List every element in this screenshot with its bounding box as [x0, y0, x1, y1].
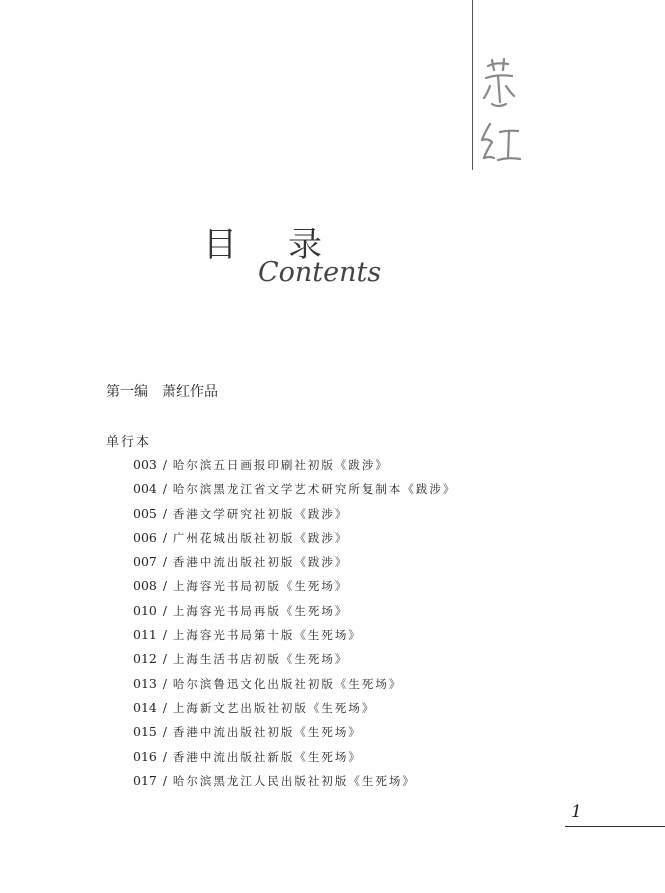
- toc-entry-list: [133, 456, 456, 796]
- toc-entry-page: 017: [133, 772, 157, 788]
- toc-entry[interactable]: 012 / 上海生活书店初版《生死场》: [133, 651, 349, 667]
- toc-entry[interactable]: 015 / 香港中流出版社初版《生死场》: [133, 724, 362, 740]
- toc-entry-title: 上海容光书局初版《生死场》: [172, 579, 349, 594]
- toc-entry-title: 香港中流出版社新版《生死场》: [172, 749, 362, 764]
- toc-entry[interactable]: 014 / 上海新文艺出版社初版《生死场》: [133, 699, 376, 715]
- toc-entry-page: 007: [133, 554, 157, 570]
- toc-entry-page: 005: [133, 505, 157, 521]
- toc-entry-title: 哈尔滨黑龙江省文学艺术研究所复制本《跋涉》: [172, 482, 457, 497]
- subsection-heading: 单行本: [106, 435, 152, 450]
- toc-entry-page: 004: [133, 481, 157, 497]
- toc-entry-title: 香港文学研究社初版《跋涉》: [172, 506, 349, 521]
- toc-entry-page: 011: [133, 627, 157, 643]
- toc-entry[interactable]: 006 / 广州花城出版社初版《跋涉》: [133, 529, 349, 545]
- toc-entry-page: 012: [133, 651, 157, 667]
- title-zh-part1: 目: [203, 225, 239, 265]
- toc-entry[interactable]: 013 / 哈尔滨鲁迅文化出版社初版《生死场》: [133, 675, 403, 691]
- toc-entry-title: 上海生活书店初版《生死场》: [172, 652, 349, 667]
- title-en: Contents: [258, 257, 382, 288]
- toc-entry[interactable]: 016 / 香港中流出版社新版《生死场》: [133, 748, 362, 764]
- toc-entry[interactable]: 010 / 上海容光书局再版《生死场》: [133, 602, 349, 618]
- toc-entry-page: 013: [133, 675, 157, 691]
- toc-entry-title: 上海容光书局第十版《生死场》: [172, 628, 362, 643]
- title-zh-part2: 录: [288, 225, 322, 265]
- toc-entry[interactable]: 005 / 香港文学研究社初版《跋涉》: [133, 505, 349, 521]
- toc-entry-title: 香港中流出版社初版《跋涉》: [172, 555, 349, 570]
- toc-entry-page: 003: [133, 457, 157, 472]
- header-vertical-rule: [472, 0, 473, 170]
- toc-entry-title: 香港中流出版社初版《生死场》: [172, 725, 362, 740]
- toc-entry-page: 014: [133, 699, 157, 715]
- toc-entry[interactable]: 011 / 上海容光书局第十版《生死场》: [133, 627, 362, 643]
- toc-entry-title: 上海新文艺出版社初版《生死场》: [172, 700, 376, 715]
- toc-entry-title: 上海容光书局再版《生死场》: [172, 603, 349, 618]
- toc-entry[interactable]: 003 / 哈尔滨五日画报印刷社初版《跋涉》: [133, 457, 389, 472]
- toc-entry-page: 006: [133, 529, 157, 545]
- page-number: 1: [571, 802, 582, 822]
- toc-entry[interactable]: 004 / 哈尔滨黑龙江省文学艺术研究所复制本《跋涉》: [133, 481, 457, 497]
- toc-entry[interactable]: 017 / 哈尔滨黑龙江人民出版社初版《生死场》: [133, 772, 416, 788]
- toc-entry-title: 哈尔滨鲁迅文化出版社初版《生死场》: [172, 676, 403, 691]
- toc-entry-page: 010: [133, 602, 157, 618]
- section-heading: 第一编 萧红作品: [106, 384, 218, 400]
- toc-entry-page: 016: [133, 748, 157, 764]
- toc-entry[interactable]: 007 / 香港中流出版社初版《跋涉》: [133, 554, 349, 570]
- calligraphy-signature: [478, 58, 528, 170]
- footer-rule: [565, 826, 665, 827]
- toc-entry-title: 广州花城出版社初版《跋涉》: [172, 530, 349, 545]
- toc-entry-page: 008: [133, 578, 157, 594]
- toc-entry-title: 哈尔滨黑龙江人民出版社初版《生死场》: [172, 773, 416, 788]
- toc-entry-page: 015: [133, 724, 157, 740]
- toc-entry[interactable]: 008 / 上海容光书局初版《生死场》: [133, 578, 349, 594]
- toc-entry-title: 哈尔滨五日画报印刷社初版《跋涉》: [172, 458, 389, 472]
